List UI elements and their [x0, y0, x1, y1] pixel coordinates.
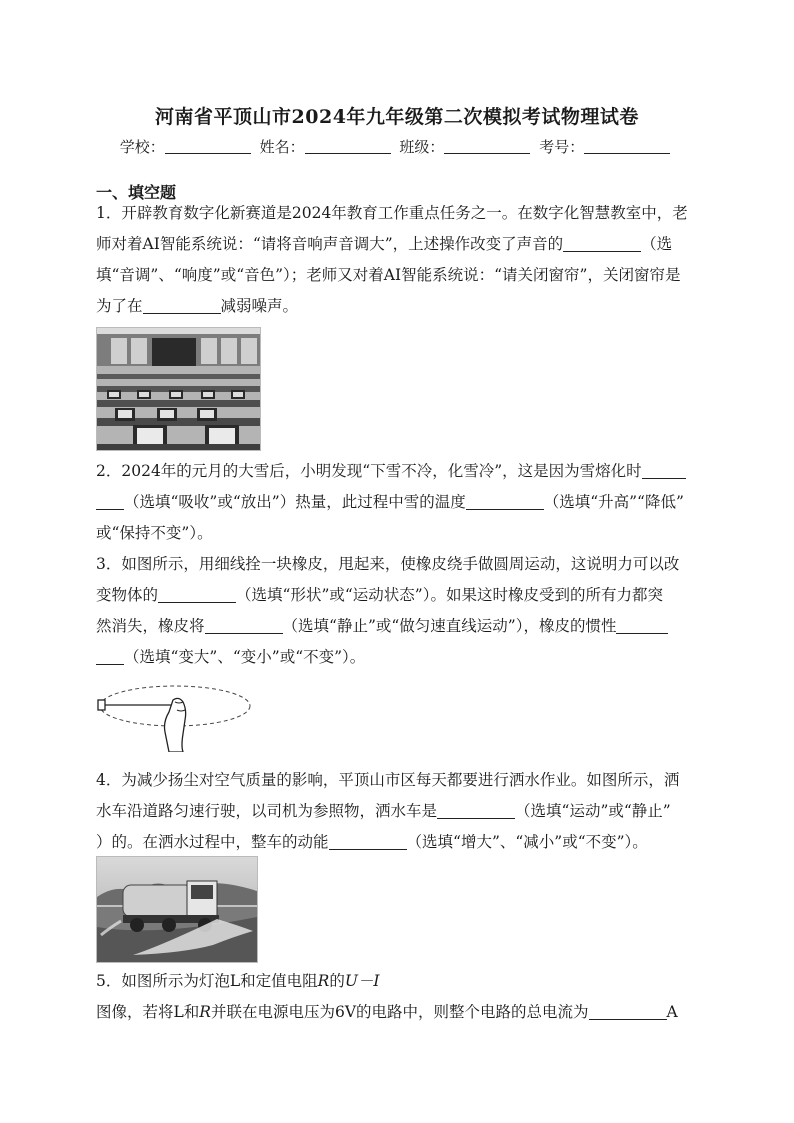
q5-ui-symbol: U－I — [344, 972, 380, 990]
q5-line-a: 5．如图所示为灯泡L和定值电阻 — [96, 972, 318, 990]
q2-blank-1b[interactable] — [96, 493, 124, 510]
q1-line-b: 师对着AI智能系统说：“请将音响声音调大”，上述操作改变了声音的 — [96, 235, 564, 253]
question-5 — [96, 966, 696, 1028]
q5-resistor-symbol-2: R — [199, 1003, 211, 1021]
q4-blank-2[interactable] — [329, 833, 407, 850]
q3-line-c-mid: （选填“静止”或“做匀速直线运动”），橡皮的惯性 — [282, 617, 617, 635]
student-info-line — [0, 136, 794, 157]
q4-line-b: 水车沿道路匀速行驶，以司机为参照物，洒水车是 — [96, 802, 438, 820]
eraser-hand-illustration — [95, 680, 255, 752]
name-label: 姓名： — [259, 138, 305, 156]
q2-line-b: （选填“吸收”或“放出”）热量，此过程中雪的温度 — [124, 493, 466, 511]
q2-blank-2[interactable] — [466, 493, 544, 510]
page-title: 河南省平顶山市2024年九年级第二次模拟考试物理试卷 — [155, 106, 639, 128]
class-label: 班级： — [399, 138, 445, 156]
name-blank[interactable] — [305, 139, 391, 154]
q1-blank-2[interactable] — [143, 297, 221, 314]
q4-line-c: ）的。在洒水过程中，整车的动能 — [96, 833, 329, 851]
school-label: 学校： — [119, 138, 165, 156]
q1-line-a: 1．开辟教育数字化新赛道是2024年教育工作重点任务之一。在数字化智慧教室中，老 — [96, 204, 688, 222]
number-blank[interactable] — [584, 139, 670, 154]
q3-blank-3b[interactable] — [96, 648, 124, 665]
q3-blank-3a[interactable] — [616, 617, 668, 634]
q5-blank-1[interactable] — [589, 1003, 667, 1020]
q2-blank-1a[interactable] — [642, 462, 686, 479]
q5-line-b-mid: 并联在电源电压为6V的电路中，则整个电路的总电流为 — [210, 1003, 589, 1021]
school-blank[interactable] — [165, 139, 251, 154]
question-3 — [96, 549, 696, 673]
q1-blank-1[interactable] — [563, 235, 641, 252]
classroom-illustration — [97, 328, 260, 450]
q1-text: （选 — [641, 235, 673, 253]
q3-line-d: （选填“变大”、“变小”或“不变”）。 — [124, 648, 366, 666]
q2-line-b-end: （选填“升高”“降低” — [543, 493, 684, 511]
q2-line-a: 2．2024年的元月的大雪后，小明发现“下雪不冷，化雪冷”，这是因为雪熔化时 — [96, 462, 642, 480]
sprinkler-truck-image — [96, 856, 258, 963]
question-2 — [96, 456, 696, 549]
class-blank[interactable] — [444, 139, 530, 154]
q1-line-d: 为了在 — [96, 297, 143, 315]
q2-line-c: 或“保持不变”）。 — [96, 524, 213, 542]
classroom-image — [96, 327, 261, 451]
sprinkler-truck-illustration — [97, 857, 257, 962]
eraser-circular-motion-figure — [95, 680, 255, 752]
q3-line-c: 然消失，橡皮将 — [96, 617, 205, 635]
q5-line-a-mid: 的 — [329, 972, 345, 990]
q1-line-c: 填“音调”、“响度”或“音色”）；老师又对着AI智能系统说：“请关闭窗帘”，关闭窗帘是 — [96, 266, 681, 284]
question-1 — [96, 198, 696, 322]
q3-line-b: 变物体的 — [96, 586, 159, 604]
q3-blank-1[interactable] — [158, 586, 236, 603]
number-label: 考号： — [539, 138, 585, 156]
q4-line-a: 4．为减少扬尘对空气质量的影响，平顶山市区每天都要进行洒水作业。如图所示，洒 — [96, 771, 680, 789]
q5-resistor-symbol: R — [317, 972, 330, 990]
q1-text-end: 减弱噪声。 — [220, 297, 299, 315]
q5-line-b: 图像，若将L和 — [96, 1003, 200, 1021]
q4-line-c-end: （选填“增大”、“减小”或“不变”）。 — [406, 833, 648, 851]
question-4 — [96, 765, 696, 858]
q4-blank-1[interactable] — [437, 802, 515, 819]
q3-line-a: 3．如图所示，用细线拴一块橡皮，甩起来，使橡皮绕手做圆周运动，这说明力可以改 — [96, 555, 680, 573]
q3-line-b-end: （选填“形状”或“运动状态”）。如果这时橡皮受到的所有力都突 — [236, 586, 663, 604]
q3-blank-2[interactable] — [205, 617, 283, 634]
section-heading: 一、填空题 — [96, 183, 177, 202]
q4-line-b-end: （选填“运动”或“静止” — [515, 802, 671, 820]
q5-unit: A — [666, 1003, 678, 1021]
